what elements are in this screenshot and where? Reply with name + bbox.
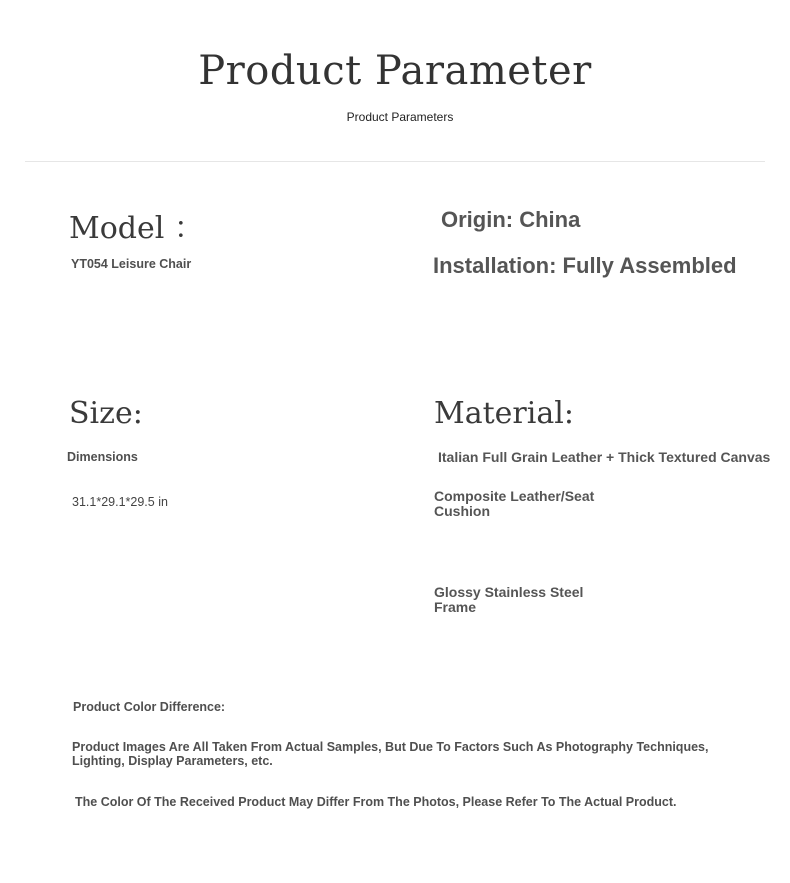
size-label: Dimensions (67, 450, 138, 464)
color-difference-line: Product Images Are All Taken From Actual Samples, But Due To Factors Such As Photography Techniques, Lighting, Display Parameters, etc. (72, 740, 709, 768)
material-item: Glossy Stainless Steel Frame (434, 584, 584, 615)
color-difference-line: The Color Of The Received Product May Differ From The Photos, Please Refer To The Actual Product. (75, 795, 677, 809)
size-heading: Size: (69, 396, 143, 431)
color-difference-heading: Product Color Difference: (73, 700, 226, 714)
model-heading: Model ： (69, 211, 204, 246)
page-title: Product Parameter (198, 48, 592, 94)
page-subtitle: Product Parameters (346, 110, 454, 124)
origin-text: Origin: China (441, 207, 581, 232)
size-value: 31.1*29.1*29.5 in (72, 495, 168, 509)
material-item: Italian Full Grain Leather + Thick Textured Canvas (438, 449, 771, 465)
model-value: YT054 Leisure Chair (71, 257, 192, 271)
installation-text: Installation: Fully Assembled (433, 253, 737, 278)
section-divider (25, 161, 765, 162)
material-heading: Material: (434, 396, 574, 431)
material-item: Composite Leather/Seat Cushion (434, 488, 595, 519)
